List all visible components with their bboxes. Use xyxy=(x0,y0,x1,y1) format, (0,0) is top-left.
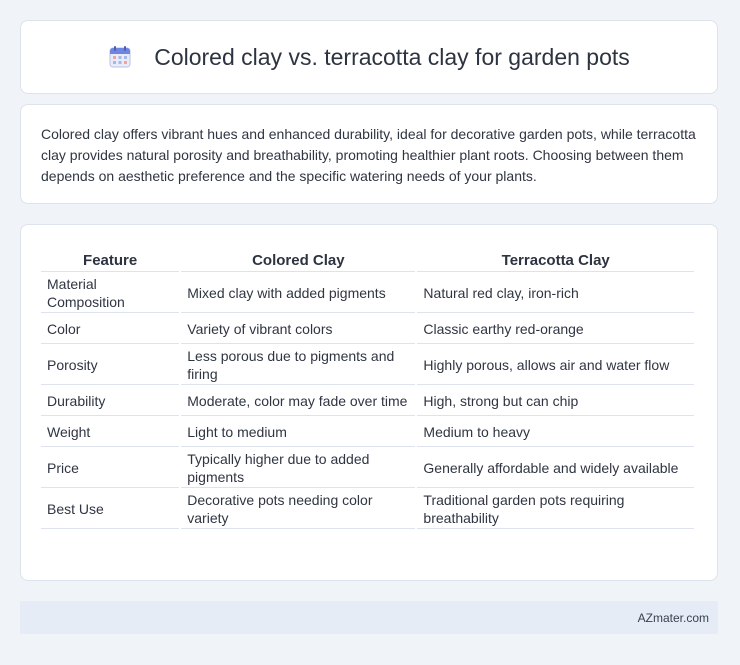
table-cell-colored: Light to medium xyxy=(181,418,415,447)
comparison-card xyxy=(20,224,718,581)
table-cell-terracotta: Traditional garden pots requiring breathability xyxy=(417,490,694,529)
table-cell-terracotta: Medium to heavy xyxy=(417,418,694,447)
table-row xyxy=(41,315,694,344)
table-cell-feature: Porosity xyxy=(41,346,179,385)
table-row xyxy=(41,387,694,416)
table-cell-colored: Mixed clay with added pigments xyxy=(181,274,415,313)
description-card xyxy=(20,104,718,204)
table-cell-colored: Moderate, color may fade over time xyxy=(181,387,415,416)
calendar-icon xyxy=(108,45,132,69)
table-cell-feature: Best Use xyxy=(41,490,179,529)
table-row xyxy=(41,449,694,488)
table-cell-colored: Variety of vibrant colors xyxy=(181,315,415,344)
title-card xyxy=(20,20,718,94)
table-cell-feature: Color xyxy=(41,315,179,344)
table-row xyxy=(41,274,694,313)
comparison-table xyxy=(39,245,696,531)
table-cell-terracotta: Generally affordable and widely available xyxy=(417,449,694,488)
table-cell-terracotta: High, strong but can chip xyxy=(417,387,694,416)
table-cell-colored: Less porous due to pigments and firing xyxy=(181,346,415,385)
table-row xyxy=(41,490,694,529)
table-cell-feature: Price xyxy=(41,449,179,488)
table-cell-terracotta: Classic earthy red-orange xyxy=(417,315,694,344)
description-text: Colored clay offers vibrant hues and enhanced durability, ideal for decorative garden pots, while terracotta clay provides natural porosity and breathability, promoting healthier plant roots. Choosing between them depends on aesthetic preference and the specific watering needs of your plants. xyxy=(41,126,696,184)
table-row xyxy=(41,346,694,385)
table-cell-feature: Weight xyxy=(41,418,179,447)
table-cell-feature: Material Composition xyxy=(41,274,179,313)
table-cell-terracotta: Natural red clay, iron-rich xyxy=(417,274,694,313)
column-header-terracotta-clay: Terracotta Clay xyxy=(417,247,694,272)
table-cell-colored: Decorative pots needing color variety xyxy=(181,490,415,529)
footer-bar xyxy=(20,601,718,634)
table-cell-terracotta: Highly porous, allows air and water flow xyxy=(417,346,694,385)
page-title: Colored clay vs. terracotta clay for garden pots xyxy=(154,43,630,70)
table-cell-colored: Typically higher due to added pigments xyxy=(181,449,415,488)
column-header-feature: Feature xyxy=(41,247,179,272)
table-cell-feature: Durability xyxy=(41,387,179,416)
column-header-colored-clay: Colored Clay xyxy=(181,247,415,272)
table-header-row xyxy=(41,247,694,272)
footer-brand: AZmater.com xyxy=(637,610,709,625)
table-row xyxy=(41,418,694,447)
